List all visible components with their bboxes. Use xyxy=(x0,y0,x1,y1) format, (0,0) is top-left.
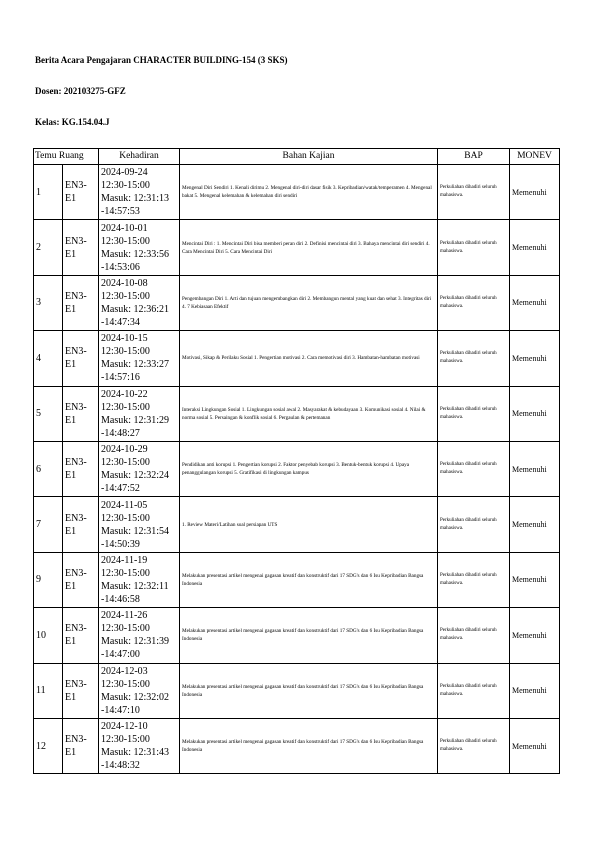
room-cell xyxy=(63,552,99,607)
meeting-date: 2024-10-15 xyxy=(101,333,148,345)
room-code: EN3- xyxy=(65,180,87,192)
meeting-number: 3 xyxy=(34,275,63,330)
monev-status: Memenuhi xyxy=(510,275,560,330)
monev-status: Memenuhi xyxy=(510,165,560,220)
meeting-date: 2024-11-19 xyxy=(101,554,148,566)
check-out-time: -14:47:52 xyxy=(101,483,140,495)
table-row xyxy=(34,220,560,275)
room-cell xyxy=(63,497,99,552)
header-monev: MONEV xyxy=(510,149,560,165)
room-cell xyxy=(63,718,99,773)
room-code: EN3- xyxy=(65,346,87,358)
document-title: Berita Acara Pengajaran CHARACTER BUILDING-154 (3 SKS) xyxy=(35,55,288,65)
monev-status: Memenuhi xyxy=(510,386,560,441)
check-out-time: -14:47:10 xyxy=(101,704,140,716)
room-code-suffix: E1 xyxy=(65,691,77,703)
room-cell xyxy=(63,386,99,441)
meeting-time: 12:30-15:00 xyxy=(101,623,150,635)
meeting-time: 12:30-15:00 xyxy=(101,567,150,579)
attendance-cell xyxy=(99,663,180,718)
monev-status: Memenuhi xyxy=(510,220,560,275)
meeting-number: 11 xyxy=(34,663,63,718)
room-code: EN3- xyxy=(65,401,87,413)
meeting-time: 12:30-15:00 xyxy=(101,457,150,469)
table-row xyxy=(34,663,560,718)
meeting-date: 2024-10-08 xyxy=(101,277,148,289)
room-code-suffix: E1 xyxy=(65,193,77,205)
room-cell xyxy=(63,331,99,386)
room-cell xyxy=(63,608,99,663)
attendance-cell xyxy=(99,386,180,441)
bap-note: Perkuliahan dihadiri seluruh mahasiswa. xyxy=(438,386,510,441)
table-row xyxy=(34,608,560,663)
study-material: 1. Review Materi/Latihan soal persiapan UTS xyxy=(180,497,438,552)
header-ruang: Ruang xyxy=(58,150,84,161)
meeting-date: 2024-10-22 xyxy=(101,388,148,400)
table-row xyxy=(34,331,560,386)
room-code: EN3- xyxy=(65,290,87,302)
room-code-suffix: E1 xyxy=(65,470,77,482)
meeting-date: 2024-12-10 xyxy=(101,721,148,733)
meeting-time: 12:30-15:00 xyxy=(101,401,150,413)
attendance-cell xyxy=(99,552,180,607)
meeting-date: 2024-09-24 xyxy=(101,167,148,179)
monev-status: Memenuhi xyxy=(510,497,560,552)
meeting-date: 2024-10-01 xyxy=(101,222,148,234)
check-out-time: -14:47:00 xyxy=(101,649,140,661)
meeting-time: 12:30-15:00 xyxy=(101,678,150,690)
kelas-label: Kelas: KG.154.04.J xyxy=(35,117,110,127)
meeting-number: 9 xyxy=(34,552,63,607)
table-row xyxy=(34,497,560,552)
attendance-cell xyxy=(99,331,180,386)
meeting-number: 6 xyxy=(34,441,63,496)
bap-note: Perkuliahan dihadiri seluruh mahasiswa. xyxy=(438,220,510,275)
attendance-cell xyxy=(99,220,180,275)
table-row xyxy=(34,552,560,607)
room-cell xyxy=(63,663,99,718)
bap-note: Perkuliahan dihadiri seluruh mahasiswa. xyxy=(438,608,510,663)
meeting-number: 1 xyxy=(34,165,63,220)
check-out-time: -14:53:06 xyxy=(101,261,140,273)
room-code: EN3- xyxy=(65,457,87,469)
meeting-number: 12 xyxy=(34,718,63,773)
room-cell xyxy=(63,441,99,496)
room-code-suffix: E1 xyxy=(65,747,77,759)
room-code: EN3- xyxy=(65,235,87,247)
meeting-number: 7 xyxy=(34,497,63,552)
study-material: Pendidikan anti korupsi 1. Pengertian korupsi 2. Faktor penyebab korupsi 3. Bentuk-bentuk korupsi 4. Upaya penanggulangan korupsi 5. Gratifikasi di lingkungan kampus xyxy=(180,441,438,496)
check-out-time: -14:48:27 xyxy=(101,427,140,439)
dosen-label: Dosen: 202103275-GFZ xyxy=(35,86,126,96)
attendance-cell xyxy=(99,441,180,496)
study-material: Melakukan presentasi artikel mengenai gagasan kreatif dan konstruktif dari 17 SDG's dan 6 Isu Kepribadian Bangsa Indonesia xyxy=(180,552,438,607)
bap-note: Perkuliahan dihadiri seluruh mahasiswa. xyxy=(438,718,510,773)
meeting-time: 12:30-15:00 xyxy=(101,290,150,302)
bap-note: Perkuliahan dihadiri seluruh mahasiswa. xyxy=(438,331,510,386)
monev-status: Memenuhi xyxy=(510,718,560,773)
study-material: Melakukan presentasi artikel mengenai gagasan kreatif dan konstruktif dari 17 SDG's dan 6 Isu Kepribadian Bangsa Indonesia xyxy=(180,718,438,773)
header-temu: Temu xyxy=(35,150,57,161)
header-temu-ruang xyxy=(34,149,99,165)
study-material: Motivasi, Sikap & Perilaku Sosial 1. Pengertian motivasi 2. Cara memotivasi diri 3. Hambatan-hambatan motivasi xyxy=(180,331,438,386)
monev-status: Memenuhi xyxy=(510,663,560,718)
bap-note: Perkuliahan dihadiri seluruh mahasiswa. xyxy=(438,441,510,496)
check-out-time: -14:57:16 xyxy=(101,372,140,384)
attendance-table xyxy=(33,148,560,774)
header-bap: BAP xyxy=(438,149,510,165)
study-material: Mencintai Diri : 1. Mencintai Diri bisa memberi peran diri 2. Definisi mencintai diri 3. Bahaya mencintai diri sendiri 4. Cara Mencintai Diri 5. Cara Mencintai Diri xyxy=(180,220,438,275)
table-row xyxy=(34,275,560,330)
check-in-time: Masuk: 12:31:43 xyxy=(101,747,170,759)
check-in-time: Masuk: 12:33:56 xyxy=(101,248,170,260)
meeting-number: 2 xyxy=(34,220,63,275)
meeting-date: 2024-11-05 xyxy=(101,499,148,511)
bap-note: Perkuliahan dihadiri seluruh mahasiswa. xyxy=(438,552,510,607)
room-code-suffix: E1 xyxy=(65,248,77,260)
check-in-time: Masuk: 12:32:24 xyxy=(101,470,170,482)
bap-note: Perkuliahan dihadiri seluruh mahasiswa. xyxy=(438,165,510,220)
table-row xyxy=(34,386,560,441)
header-kehadiran: Kehadiran xyxy=(99,149,180,165)
meeting-date: 2024-11-26 xyxy=(101,610,148,622)
study-material: Interaksi Lingkungan Sosial 1. Lingkungan sosial awal 2. Masyarakat & kebudayaan 3. Komunikasi sosial 4. Nilai & norma sosial 5. Persaingan & konflik sosial 6. Pergaulan & pertemanan xyxy=(180,386,438,441)
bap-note: Perkuliahan dihadiri seluruh mahasiswa. xyxy=(438,663,510,718)
room-code-suffix: E1 xyxy=(65,303,77,315)
room-code: EN3- xyxy=(65,734,87,746)
room-cell xyxy=(63,220,99,275)
attendance-cell xyxy=(99,165,180,220)
room-code: EN3- xyxy=(65,512,87,524)
check-in-time: Masuk: 12:36:21 xyxy=(101,303,170,315)
study-material: Mengenal Diri Sendiri 1. Kenali dirimu 2. Mengenal diri-diri dasar fisik 3. Kepribadian/watak/temperamen 4. Mengenal bakat 5. Mengenal kelemahan & kelemahan diri sendiri xyxy=(180,165,438,220)
meeting-number: 10 xyxy=(34,608,63,663)
room-code-suffix: E1 xyxy=(65,359,77,371)
study-material: Melakukan presentasi artikel mengenai gagasan kreatif dan konstruktif dari 17 SDG's dan 6 Isu Kepribadian Bangsa Indonesia xyxy=(180,663,438,718)
monev-status: Memenuhi xyxy=(510,608,560,663)
study-material: Pengembangan Diri 1. Arti dan tujuan mengembangkan diri 2. Membangun mental yang kuat dan sehat 3. Integritas diri 4. 7 Kebiasaan Efektif xyxy=(180,275,438,330)
bap-note: Perkuliahan dihadiri seluruh mahasiswa. xyxy=(438,275,510,330)
meeting-number: 5 xyxy=(34,386,63,441)
check-out-time: -14:47:34 xyxy=(101,316,140,328)
meeting-time: 12:30-15:00 xyxy=(101,180,150,192)
check-in-time: Masuk: 12:32:11 xyxy=(101,580,169,592)
study-material: Melakukan presentasi artikel mengenai gagasan kreatif dan konstruktif dari 17 SDG's dan 6 Isu Kepribadian Bangsa Indonesia xyxy=(180,608,438,663)
meeting-time: 12:30-15:00 xyxy=(101,734,150,746)
check-in-time: Masuk: 12:31:54 xyxy=(101,525,170,537)
meeting-time: 12:30-15:00 xyxy=(101,235,150,247)
meeting-time: 12:30-15:00 xyxy=(101,346,150,358)
attendance-cell xyxy=(99,275,180,330)
check-out-time: -14:48:32 xyxy=(101,760,140,772)
meeting-date: 2024-12-03 xyxy=(101,665,148,677)
room-cell xyxy=(63,165,99,220)
check-in-time: Masuk: 12:31:13 xyxy=(101,193,170,205)
meeting-number: 4 xyxy=(34,331,63,386)
header-bahan-kajian: Bahan Kajian xyxy=(180,149,438,165)
room-code-suffix: E1 xyxy=(65,414,77,426)
meeting-time: 12:30-15:00 xyxy=(101,512,150,524)
check-out-time: -14:46:58 xyxy=(101,593,140,605)
monev-status: Memenuhi xyxy=(510,441,560,496)
room-code: EN3- xyxy=(65,623,87,635)
check-out-time: -14:50:39 xyxy=(101,538,140,550)
room-code-suffix: E1 xyxy=(65,580,77,592)
attendance-cell xyxy=(99,497,180,552)
table-header-row xyxy=(34,149,560,165)
table-row xyxy=(34,718,560,773)
room-code: EN3- xyxy=(65,567,87,579)
table-row xyxy=(34,441,560,496)
attendance-cell xyxy=(99,718,180,773)
check-in-time: Masuk: 12:32:02 xyxy=(101,691,170,703)
bap-note: Perkuliahan dihadiri seluruh mahasiswa. xyxy=(438,497,510,552)
monev-status: Memenuhi xyxy=(510,331,560,386)
check-out-time: -14:57:53 xyxy=(101,206,140,218)
attendance-cell xyxy=(99,608,180,663)
check-in-time: Masuk: 12:31:29 xyxy=(101,414,170,426)
meeting-date: 2024-10-29 xyxy=(101,444,148,456)
room-code: EN3- xyxy=(65,678,87,690)
room-code-suffix: E1 xyxy=(65,525,77,537)
room-cell xyxy=(63,275,99,330)
monev-status: Memenuhi xyxy=(510,552,560,607)
check-in-time: Masuk: 12:31:39 xyxy=(101,636,170,648)
table-row xyxy=(34,165,560,220)
check-in-time: Masuk: 12:33:27 xyxy=(101,359,170,371)
room-code-suffix: E1 xyxy=(65,636,77,648)
